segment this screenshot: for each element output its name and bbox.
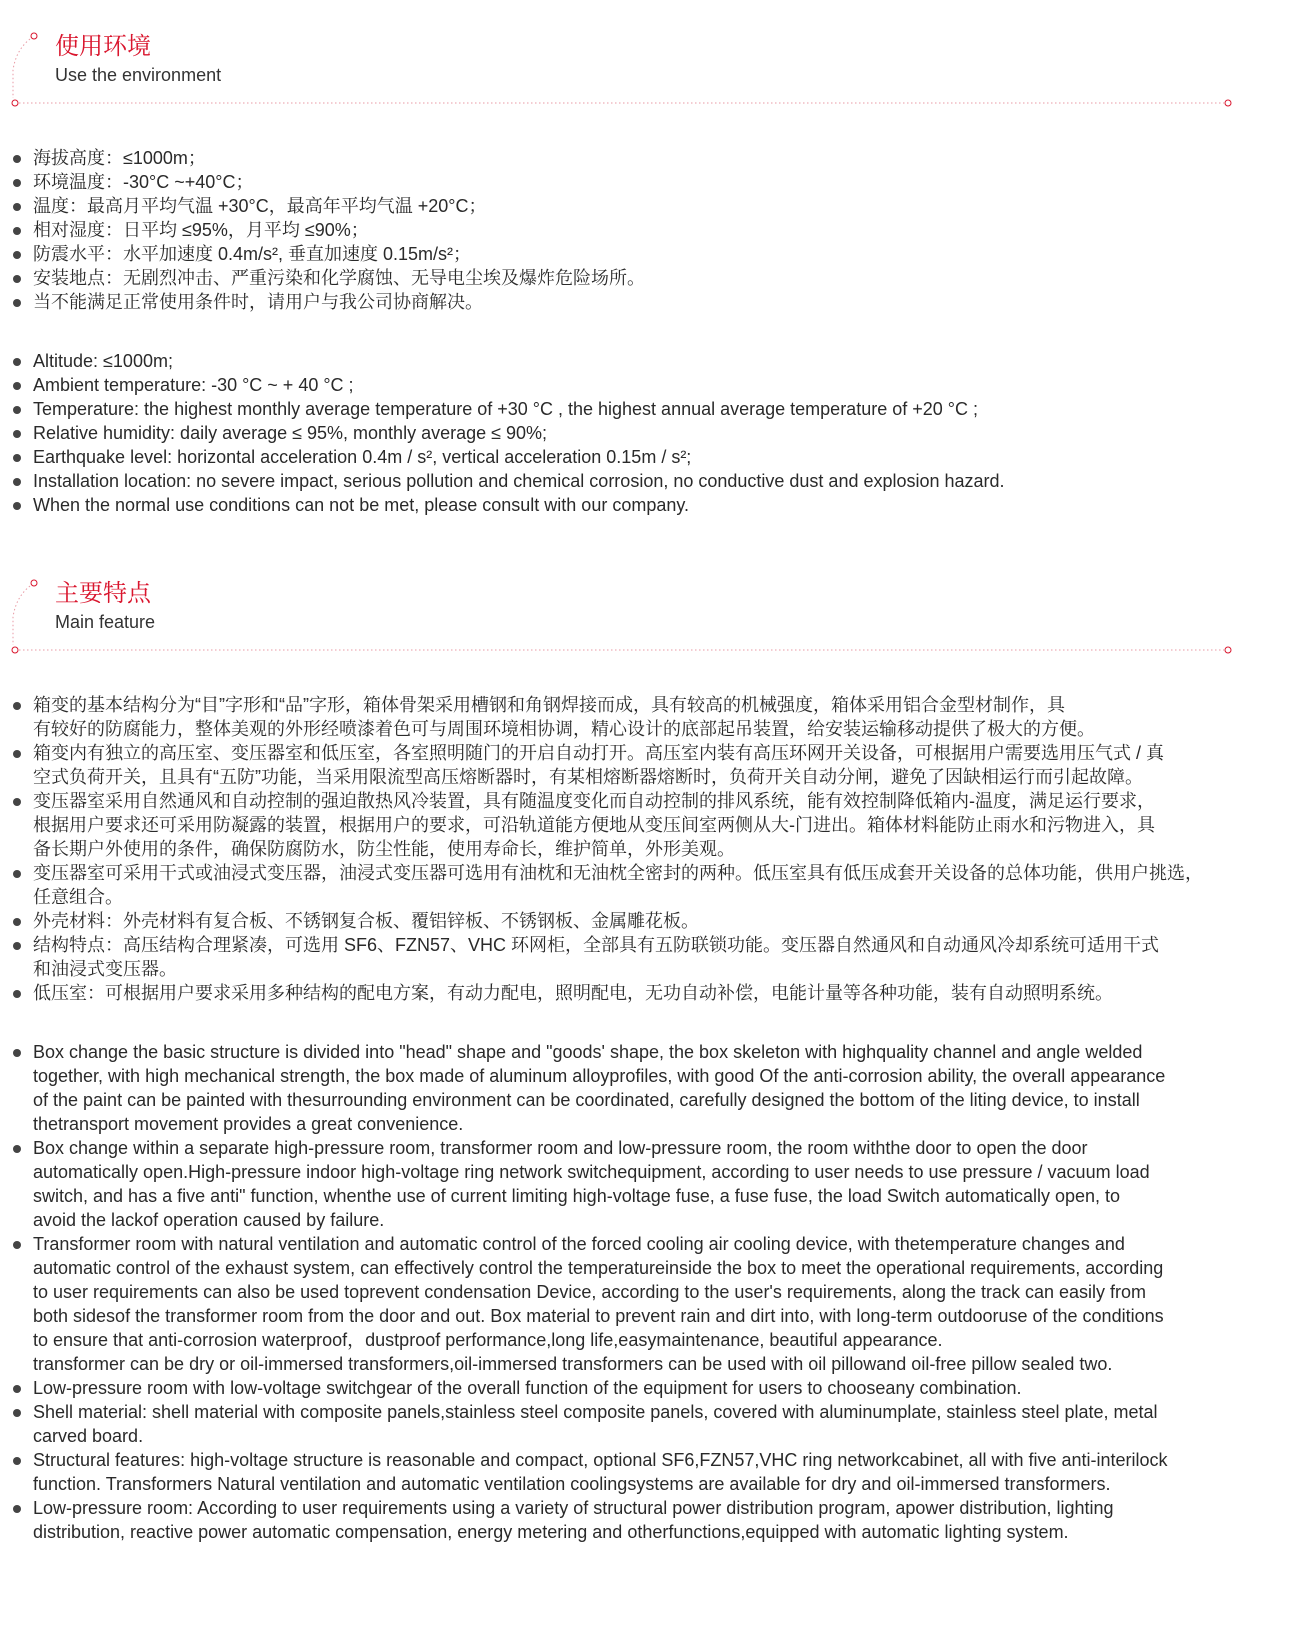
list-item	[0, 493, 1293, 517]
list-item-text-line: Earthquake level: horizontal acceleration 0.4m / s², vertical acceleration 0.15m / s²;	[33, 447, 692, 467]
bullet-icon	[13, 942, 21, 950]
section-title-zh: 主要特点	[55, 580, 151, 607]
list-item-text-line: Installation location: no severe impact, serious pollution and chemical corrosion, no conductive dust and explosion hazard.	[33, 471, 1005, 491]
list-item-text-line: Structural features: high-voltage structure is reasonable and compact, optional SF6,FZN57,VHC ring networkcabinet, all with five anti-interilock	[33, 1450, 1168, 1470]
list-item-text-line: Low-pressure room: According to user requirements using a variety of structural power distribution program, apower distribution, lighting	[33, 1498, 1114, 1518]
list-item	[0, 469, 1293, 493]
list-item	[0, 194, 1293, 218]
list-item-text-line: 变压器室采用自然通风和自动控制的强迫散热风冷装置，具有随温度变化而自动控制的排风系统，能有效控制降低箱内-温度，满足运行要求，	[33, 791, 1155, 811]
list-item-text-line: 箱变的基本结构分为“目”字形和“品”字形，箱体骨架采用槽钢和角钢焊接而成，具有较高的机械强度，箱体采用铝合金型材制作，具	[33, 695, 1065, 715]
list-item	[0, 981, 1293, 1005]
feature-list-zh	[0, 693, 1293, 1005]
list-item-text-line: Ambient temperature: -30 °C ~ + 40 °C ;	[33, 375, 354, 395]
section-header-environment	[0, 30, 1303, 120]
list-item	[0, 1040, 1293, 1136]
list-item-text-line: of the paint can be painted with thesurrounding environment can be coordinated, carefully designed the bottom of the liting device, to install	[33, 1090, 1140, 1110]
bullet-icon	[13, 1505, 21, 1513]
bullet-icon	[13, 227, 21, 235]
list-item-text-line: both sidesof the transformer room from the door and out. Box material to prevent rain and dirt into, with long-term outdooruse of the conditions	[33, 1306, 1164, 1326]
list-item	[0, 933, 1293, 981]
list-item	[0, 789, 1293, 861]
bullet-icon	[13, 155, 21, 163]
list-item-text-line: 根据用户要求还可采用防凝露的装置，根据用户的要求，可沿轨道能方便地从变压间室两侧从大-门进出。箱体材料能防止雨水和污物进入，具	[33, 815, 1155, 835]
list-item-text-line: Transformer room with natural ventilation and automatic control of the forced cooling air cooling device, with thetemperature changes and	[33, 1234, 1125, 1254]
list-item	[0, 909, 1293, 933]
list-item-text-line: 安装地点：无剧烈冲击、严重污染和化学腐蚀、无导电尘埃及爆炸危险场所。	[33, 268, 645, 288]
bullet-icon	[13, 251, 21, 259]
dotted-bracket-decoration	[0, 577, 1303, 667]
bullet-icon	[13, 1241, 21, 1249]
list-item-text-line: Box change within a separate high-pressure room, transformer room and low-pressure room, the room withthe door to open the door	[33, 1138, 1088, 1158]
list-item-text-line: 环境温度：-30°C ~+40°C；	[33, 172, 254, 192]
list-item-text-line: 备长期户外使用的条件，确保防腐防水，防尘性能，使用寿命长，维护简单，外形美观。	[33, 839, 735, 859]
bullet-icon	[13, 1385, 21, 1393]
list-item	[0, 146, 1293, 170]
list-item-text-line: Relative humidity: daily average ≤ 95%, monthly average ≤ 90%;	[33, 423, 548, 443]
bullet-icon	[13, 1049, 21, 1057]
list-item-text-line: carved board.	[33, 1426, 144, 1446]
list-item-text-line: 箱变内有独立的高压室、变压器室和低压室，各室照明随门的开启自动打开。高压室内装有高压环网开关设备，可根据用户需要选用压气式 / 真	[33, 743, 1164, 763]
bullet-icon	[13, 406, 21, 414]
list-item-text-line: to user requirements can also be used toprevent condensation Device, according to the user's requirements, along the track can easily from	[33, 1282, 1147, 1302]
list-item-text-line: function. Transformers Natural ventilation and automatic ventilation coolingsystems are available for dry and oil-immersed transformers.	[33, 1474, 1111, 1494]
list-item-text-line: 海拔高度：≤1000m；	[33, 148, 206, 168]
bullet-icon	[13, 478, 21, 486]
list-item-text-line: 相对湿度：日平均 ≤95%，月平均 ≤90%；	[33, 220, 369, 240]
list-item-text-line: avoid the lackof operation caused by failure.	[33, 1210, 385, 1230]
feature-list-en	[0, 1040, 1293, 1544]
bullet-icon	[13, 990, 21, 998]
list-item	[0, 861, 1293, 909]
environment-list-en	[0, 349, 1293, 517]
list-item	[0, 1448, 1293, 1496]
bullet-icon	[13, 275, 21, 283]
list-item-text-line: 防震水平：水平加速度 0.4m/s², 垂直加速度 0.15m/s²；	[33, 244, 472, 264]
bullet-icon	[13, 382, 21, 390]
list-item	[0, 290, 1293, 314]
list-item	[0, 1496, 1293, 1544]
list-item-text-line: 当不能满足正常使用条件时，请用户与我公司协商解决。	[33, 292, 483, 312]
list-item-text-line: 空式负荷开关，且具有“五防”功能，当采用限流型高压熔断器时，有某相熔断器熔断时，负荷开关自动分闸，避免了因缺相运行而引起故障。	[33, 767, 1143, 787]
list-item-text-line: Low-pressure room with low-voltage switchgear of the overall function of the equipment for users to chooseany combination.	[33, 1378, 1022, 1398]
list-item-text-line: Temperature: the highest monthly average temperature of +30 °C , the highest annual average temperature of +20 °C ;	[33, 399, 978, 419]
list-item	[0, 421, 1293, 445]
section-title-en: Use the environment	[55, 65, 222, 85]
list-item-text-line: 有较好的防腐能力，整体美观的外形经喷漆着色可与周围环境相协调，精心设计的底部起吊装置，给安装运输移动提供了极大的方便。	[33, 719, 1095, 739]
list-item-text-line: 任意组合。	[33, 887, 123, 907]
list-item	[0, 1136, 1293, 1232]
list-item	[0, 349, 1293, 373]
list-item	[0, 170, 1293, 194]
bullet-icon	[13, 454, 21, 462]
bullet-icon	[13, 870, 21, 878]
list-item-text-line: Altitude: ≤1000m;	[33, 351, 173, 371]
list-item	[0, 242, 1293, 266]
list-item-text-line: transformer can be dry or oil-immersed transformers,oil-immersed transformers can be used with oil pillowand oil-free pillow sealed two.	[33, 1354, 1113, 1374]
list-item-text-line: 外壳材料：外壳材料有复合板、不锈钢复合板、覆铝锌板、不锈钢板、金属雕花板。	[33, 911, 699, 931]
bullet-icon	[13, 1457, 21, 1465]
list-item-text-line: Shell material: shell material with composite panels,stainless steel composite panels, covered with aluminumplate, stainless steel plate, metal	[33, 1402, 1158, 1422]
bullet-icon	[13, 299, 21, 307]
list-item-text-line: switch, and has a five anti" function, whenthe use of current limiting high-voltage fuse, a fuse fuse, the load Switch automatically open, to	[33, 1186, 1121, 1206]
bullet-icon	[13, 358, 21, 366]
list-item	[0, 397, 1293, 421]
list-item	[0, 266, 1293, 290]
bullet-icon	[13, 702, 21, 710]
list-item-text-line: thetransport movement provides a great convenience.	[33, 1114, 464, 1134]
list-item-text-line: Box change the basic structure is divided into "head" shape and "goods' shape, the box skeleton with highquality channel and angle welded	[33, 1042, 1143, 1062]
list-item	[0, 741, 1293, 789]
section-header-main-feature	[0, 577, 1303, 667]
bullet-icon	[13, 430, 21, 438]
bullet-icon	[13, 179, 21, 187]
list-item	[0, 373, 1293, 397]
list-item	[0, 693, 1293, 741]
list-item-text-line: 变压器室可采用干式或油浸式变压器，油浸式变压器可选用有油枕和无油枕全密封的两种。低压室具有低压成套开关设备的总体功能，供用户挑选，	[33, 863, 1203, 883]
environment-list-zh	[0, 146, 1293, 314]
bullet-icon	[13, 750, 21, 758]
list-item	[0, 218, 1293, 242]
section-title-en: Main feature	[55, 612, 156, 632]
list-item-text-line: When the normal use conditions can not be met, please consult with our company.	[33, 495, 690, 515]
bullet-icon	[13, 1409, 21, 1417]
bullet-icon	[13, 918, 21, 926]
section-title-zh: 使用环境	[55, 33, 151, 60]
list-item	[0, 445, 1293, 469]
list-item-text-line: distribution, reactive power automatic compensation, energy metering and otherfunctions,equipped with automatic lighting system.	[33, 1522, 1069, 1542]
bullet-icon	[13, 502, 21, 510]
list-item-text-line: automatically open.High-pressure indoor high-voltage ring network switchequipment, according to user needs to use pressure / vacuum load	[33, 1162, 1150, 1182]
list-item-text-line: 温度：最高月平均气温 +30°C，最高年平均气温 +20°C；	[33, 196, 487, 216]
list-item-text-line: 和油浸式变压器。	[33, 959, 177, 979]
bullet-icon	[13, 1145, 21, 1153]
list-item	[0, 1376, 1293, 1400]
list-item-text-line: automatic control of the exhaust system, can effectively control the temperatureinside the box to meet the operational requirements, according	[33, 1258, 1164, 1278]
list-item-text-line: to ensure that anti-corrosion waterproof，dustproof performance,long life,easymaintenance, beautiful appearance.	[33, 1330, 943, 1350]
list-item	[0, 1400, 1293, 1448]
list-item-text-line: 低压室：可根据用户要求采用多种结构的配电方案，有动力配电，照明配电，无功自动补偿，电能计量等各种功能，装有自动照明系统。	[33, 983, 1113, 1003]
list-item-text-line: together, with high mechanical strength, the box made of aluminum alloyprofiles, with good Of the anti-corrosion ability, the overall appearance	[33, 1066, 1166, 1086]
list-item	[0, 1232, 1293, 1376]
list-item-text-line: 结构特点：高压结构合理紧凑，可选用 SF6、FZN57、VHC 环网柜，全部具有五防联锁功能。变压器自然通风和自动通风冷却系统可适用干式	[33, 935, 1160, 955]
bullet-icon	[13, 798, 21, 806]
bullet-icon	[13, 203, 21, 211]
